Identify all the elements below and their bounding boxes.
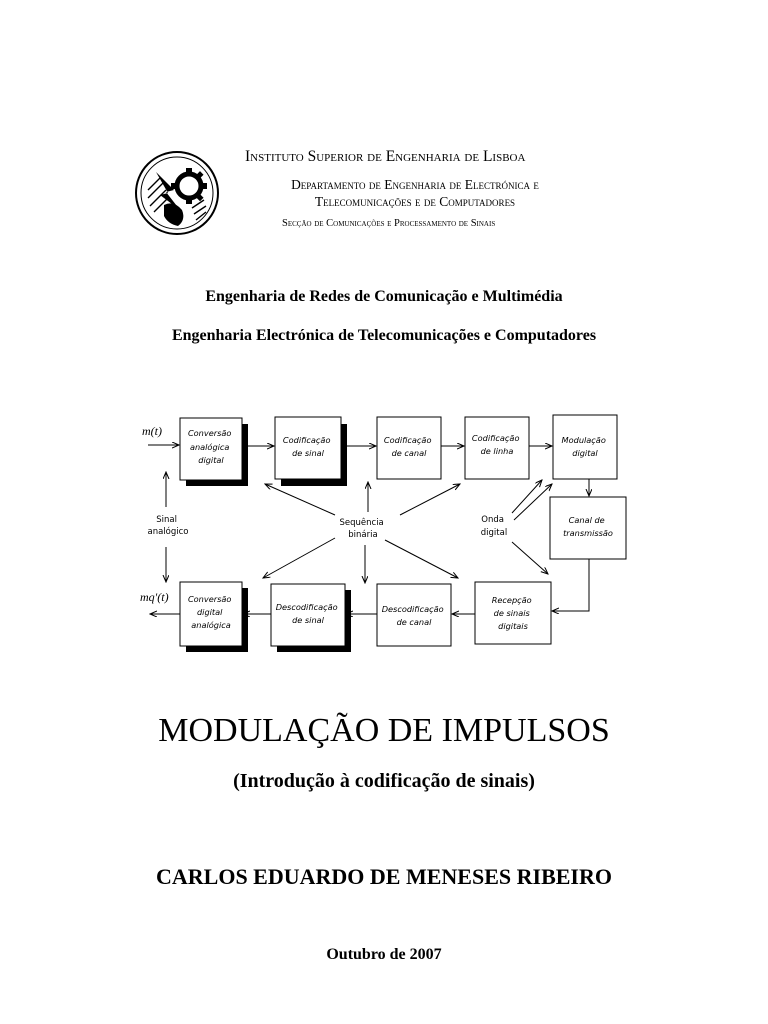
block-channel-coding-label: Codificação de canal: [383, 435, 432, 458]
binary-sequence-label: Sequência binária: [339, 518, 384, 540]
institution-name: Instituto Superior de Engenharia de Lisboa: [245, 148, 526, 165]
block-line-coding-label: Codificação de linha: [471, 433, 520, 456]
department-name-line1: Departamento de Engenharia de Electrónica e: [291, 177, 539, 192]
document-subtitle: (Introdução à codificação de sinais): [233, 770, 535, 792]
block-digital-modulation-label: Modulação digital: [561, 435, 606, 458]
digital-wave-label: Onda digital: [480, 515, 508, 538]
block-source-coding-label: Codificação de sinal: [282, 435, 331, 458]
block-channel-decoding-label: Descodificação de canal: [381, 604, 444, 627]
communication-system-diagram: [0, 400, 768, 670]
block-transmission-channel-label: Canal de transmissão: [563, 515, 613, 538]
section-name: Secção de Comunicações e Processamento de Sinais: [282, 218, 496, 229]
block-source-decoding-label: Descodificação de sinal: [275, 602, 338, 625]
block-digital-reception-label: Recepção de sinais digitais: [491, 595, 532, 631]
course-title-2: Engenharia Electrónica de Telecomunicações e Computadores: [171, 327, 597, 344]
block-digital-modulation: [553, 415, 617, 479]
block-ad-conversion-label: Conversão analógica digital: [187, 428, 232, 465]
isel-logo: [134, 150, 220, 236]
block-channel-decoding: [377, 584, 451, 646]
block-da-conversion-label: Conversão digital analógica: [187, 594, 232, 630]
document-title: MODULAÇÃO DE IMPULSOS: [158, 712, 610, 749]
input-signal-label: m(t): [142, 424, 162, 438]
analog-signal-label: Sinal analógico: [147, 515, 189, 537]
course-title-1: Engenharia de Redes de Comunicação e Multimédia: [205, 288, 563, 305]
author-name: CARLOS EDUARDO DE MENESES RIBEIRO: [156, 864, 612, 889]
department-name-line2: Telecomunicações e de Computadores: [314, 194, 516, 209]
output-signal-label: mq'(t): [140, 590, 169, 604]
publication-date: Outubro de 2007: [326, 946, 442, 963]
